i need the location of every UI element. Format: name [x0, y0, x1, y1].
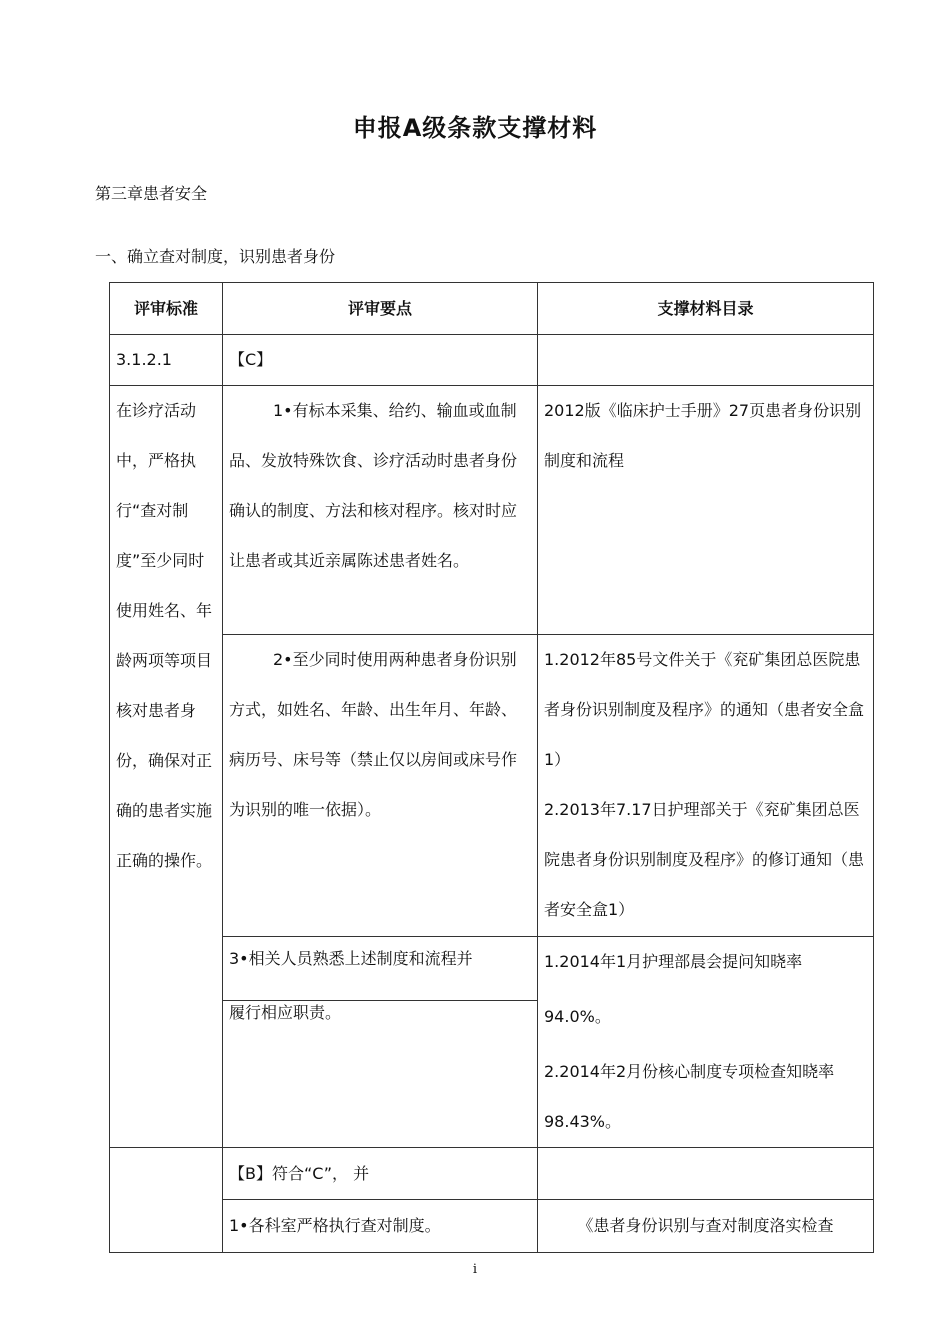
- section-heading: 一、确立查对制度，识别患者身份: [95, 247, 336, 266]
- table-row: [110, 635, 874, 937]
- point-3a-text: 3•相关人员熟悉上述制度和流程并: [223, 937, 537, 1001]
- table-row: [110, 386, 874, 635]
- criterion-cell: 在诊疗活动中，严格执行“查对制度”至少同时使用姓名、年龄两项等项目核对患者身份，确保对正确的患者实施正确的操作。: [110, 386, 223, 1148]
- empty-cell: [538, 335, 874, 386]
- point-1-cell: 1•有标本采集、给约、输血或血制品、发放特殊饮食、诊疗活动时患者身份确认的制度、方法和核对程序。核对时应让患者或其近亲属陈述患者姓名。: [223, 386, 538, 635]
- table-header-row: [110, 283, 874, 335]
- material-3a2-text: 94.0%。: [544, 1007, 611, 1026]
- empty-cell: [538, 1148, 874, 1200]
- material-1-cell: 2012版《临床护士手册》27页患者身份识别制度和流程: [538, 386, 874, 635]
- point-2-cell: 2•至少同时使用两种患者身份识别方式，如姓名、年龄、出生年月、年龄、病历号、床号等（禁止仅以房间或床号作为识别的唯一依据）。: [223, 635, 538, 937]
- point-3b-text: 履行相应职责。: [229, 1003, 342, 1022]
- table-row: [110, 1148, 874, 1200]
- material-3-cell: [538, 937, 874, 1148]
- header-key-points: 评审要点: [223, 283, 538, 335]
- criterion-cont-cell: [110, 1148, 223, 1253]
- table-row: [110, 937, 874, 1148]
- material-2b-text: 2.2013年7.17日护理部关于《兖矿集团总医院患者身份识别制度及程序》的修订通知（患者安全盒1）: [544, 800, 865, 919]
- level-b-cell: 【B】符合“C”， 并: [223, 1148, 538, 1200]
- row-id-cell: 3.1.2.1: [110, 335, 223, 386]
- table-row: [110, 335, 874, 386]
- level-c-cell: 【C】: [223, 335, 538, 386]
- point-3-cell: [223, 937, 538, 1148]
- material-b1-cell: 《患者身份识别与查对制度洛实检查: [538, 1200, 874, 1253]
- material-2-cell: [538, 635, 874, 937]
- page-number: i: [472, 1262, 478, 1277]
- table-row: [110, 1200, 874, 1253]
- criteria-table: [109, 282, 874, 1253]
- header-materials: 支撑材料目录: [538, 283, 874, 335]
- chapter-heading: 第三章患者安全: [95, 184, 208, 203]
- material-3b-text: 2.2014年2月份核心制度专项检查知晓率98.43%。: [544, 1062, 835, 1131]
- material-3a-text: 1.2014年1月护理部晨会提问知晓率: [544, 952, 803, 971]
- header-standard: 评审标准: [110, 283, 223, 335]
- document-title: 申报A级条款支撑材料: [352, 114, 598, 142]
- point-b1-cell: 1•各科室严格执行查对制度。: [223, 1200, 538, 1253]
- material-2a-text: 1.2012年85号文件关于《兖矿集团总医院患者身份识别制度及程序》的通知（患者安全盒1）: [544, 650, 865, 769]
